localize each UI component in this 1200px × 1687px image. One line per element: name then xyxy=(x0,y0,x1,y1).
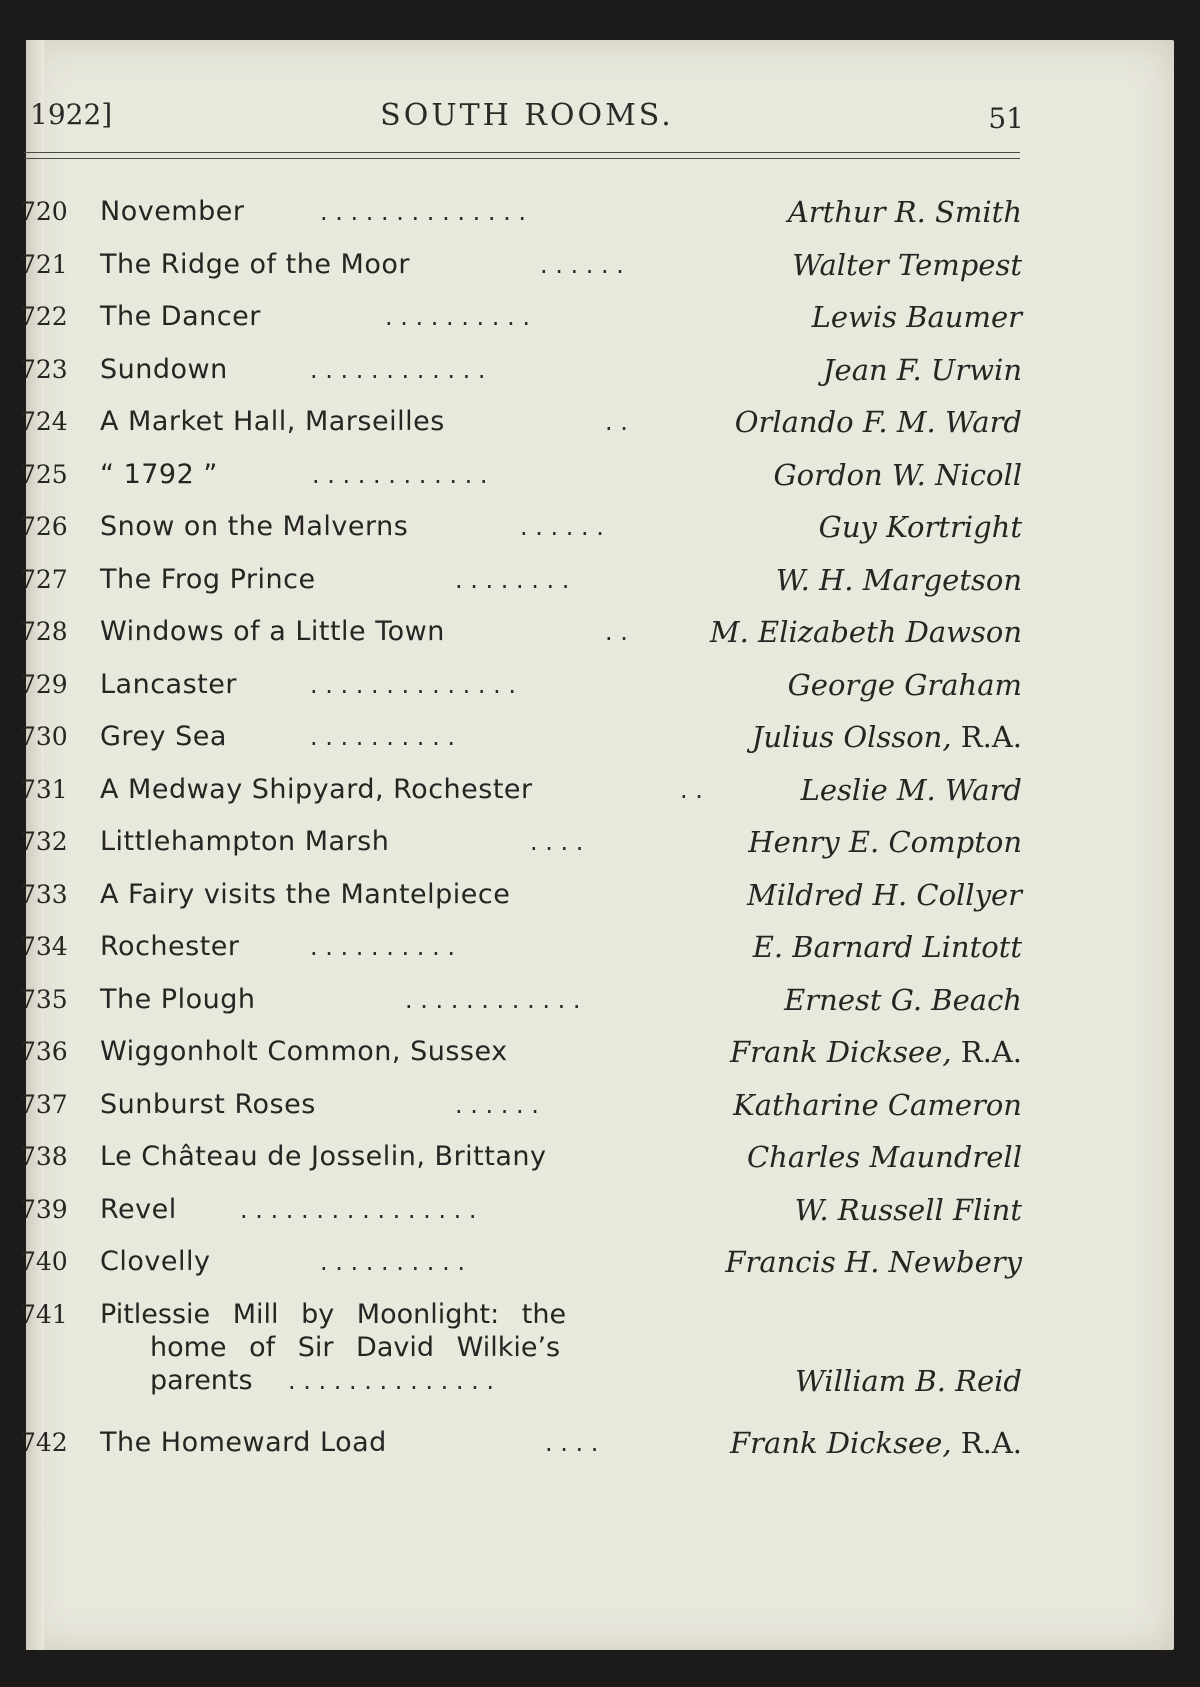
artist-name: Gordon W. Nicoll xyxy=(773,457,1022,492)
header-title: SOUTH ROOMS. xyxy=(380,98,674,133)
catalogue-entry xyxy=(20,974,1022,1027)
entry-title: Revel xyxy=(100,1193,177,1225)
entry-artist xyxy=(788,659,1022,712)
artist-name: M. Elizabeth Dawson xyxy=(709,615,1022,649)
entry-number: 742 xyxy=(20,1427,68,1457)
artist-name: George Graham xyxy=(787,667,1022,702)
artist-name: E. Barnard Lintott xyxy=(752,930,1022,964)
entry-number: 724 xyxy=(20,407,68,436)
leader-dots: . . . . . . . . . . . . xyxy=(405,985,581,1014)
entry-number: 726 xyxy=(20,512,68,541)
leader-dots: . . xyxy=(605,618,628,646)
entry-artist xyxy=(710,606,1022,659)
catalogue-entry xyxy=(20,554,1022,607)
artist-name: Lewis Baumer xyxy=(811,300,1022,334)
entry-number: 738 xyxy=(20,1142,68,1171)
entry-number: 721 xyxy=(20,249,68,279)
leader-dots: . . . . . . . . . . . . . . xyxy=(320,198,526,226)
artist-name: Charles Maundrell xyxy=(746,1140,1022,1174)
entry-artist xyxy=(747,869,1022,922)
leader-dots: . . . . . . . . . . . . xyxy=(312,460,488,489)
entry-artist xyxy=(730,1026,1022,1079)
entry-title: Lancaster xyxy=(100,668,237,700)
catalogue-entry xyxy=(20,1026,1022,1079)
entry-title: November xyxy=(100,196,245,227)
catalogue-entry xyxy=(20,396,1022,449)
entry-artist xyxy=(801,764,1022,817)
entry-artist xyxy=(795,1184,1022,1237)
entry-number: 734 xyxy=(20,932,68,961)
leader-dots: . . . . . . . . . . . . . . xyxy=(288,1366,494,1395)
entry-title: Snow on the Malverns xyxy=(100,511,409,542)
catalogue-entry xyxy=(20,816,1022,869)
entry-artist xyxy=(725,1236,1022,1289)
leader-dots: . . . . xyxy=(545,1428,599,1457)
entry-number: 722 xyxy=(20,302,68,331)
entry-number: 727 xyxy=(20,564,68,594)
entry-title: The Frog Prince xyxy=(100,563,316,595)
artist-name: W. Russell Flint xyxy=(794,1192,1022,1227)
entry-title: Le Château de Josselin, Brittany xyxy=(100,1141,547,1172)
header-year: 1922] xyxy=(30,98,113,131)
entry-artist xyxy=(730,1417,1022,1470)
entry-number: 739 xyxy=(20,1194,68,1224)
entry-title: Windows of a Little Town xyxy=(100,616,445,647)
entry-number: 741 xyxy=(20,1299,68,1329)
artist-name: Katharine Cameron xyxy=(733,1087,1022,1122)
entry-number: 733 xyxy=(20,879,68,909)
entry-artist xyxy=(788,186,1022,239)
catalogue-entry xyxy=(20,869,1022,922)
header-rule-top xyxy=(24,152,1020,153)
leader-dots: . . xyxy=(680,775,703,804)
entry-title: A Market Hall, Marseilles xyxy=(100,406,445,437)
entry-title: Sunburst Roses xyxy=(100,1088,316,1120)
catalogue-entry xyxy=(20,1417,1022,1470)
entry-number: 725 xyxy=(20,459,68,489)
artist-name: Jean F. Urwin xyxy=(822,352,1022,387)
leader-dots: . . . . . . . . . . xyxy=(385,303,530,331)
catalogue-entry xyxy=(20,659,1022,712)
catalogue-entry xyxy=(20,764,1022,817)
entry-artist xyxy=(776,554,1022,607)
catalogue-entry xyxy=(20,921,1022,974)
catalogue-entry xyxy=(20,1184,1022,1237)
entry-title: The Plough xyxy=(100,983,256,1015)
leader-dots: . . . . xyxy=(530,828,584,856)
entry-artist xyxy=(792,239,1022,292)
catalogue-entry xyxy=(20,449,1022,502)
leader-dots: . . . . . . . . . . xyxy=(320,1248,465,1276)
artist-suffix: R.A. xyxy=(951,1425,1022,1460)
artist-name: Frank Dicksee, xyxy=(730,1425,952,1460)
catalogue-entry xyxy=(20,186,1022,239)
entry-number: 723 xyxy=(20,354,68,384)
leader-dots: . . . . . . xyxy=(455,1090,539,1119)
entry-title: Clovelly xyxy=(100,1246,211,1277)
entry-title: Sundown xyxy=(100,353,228,385)
artist-name: Mildred H. Collyer xyxy=(747,877,1022,912)
artist-name: Walter Tempest xyxy=(792,247,1022,282)
entry-title: Wiggonholt Common, Sussex xyxy=(100,1036,508,1067)
entry-artist xyxy=(812,291,1022,344)
running-header xyxy=(30,98,1024,148)
entry-artist xyxy=(823,344,1022,397)
entry-title: The Dancer xyxy=(100,301,261,332)
entry-artist xyxy=(819,501,1022,554)
entry-number: 728 xyxy=(20,617,68,646)
entry-artist xyxy=(774,449,1022,502)
entry-title-line-1: Pitlessie Mill by Moonlight: the xyxy=(100,1298,567,1330)
entry-artist xyxy=(747,1131,1022,1184)
artist-name: Orlando F. M. Ward xyxy=(734,405,1022,439)
page-number: 51 xyxy=(988,102,1024,135)
catalogue-entry xyxy=(20,291,1022,344)
catalogue-entry xyxy=(20,501,1022,554)
leader-dots: . . . . . . . . . . . . xyxy=(310,355,486,384)
artist-name: Julius Olsson, xyxy=(751,720,952,754)
leader-dots: . . . . . . . . . . xyxy=(310,933,455,961)
artist-name: Guy Kortright xyxy=(818,510,1022,544)
entry-number: 740 xyxy=(20,1247,68,1276)
header-rule-bottom xyxy=(24,158,1020,159)
catalogue-entry xyxy=(20,1131,1022,1184)
catalogue-entry xyxy=(20,239,1022,292)
artist-name: W. H. Margetson xyxy=(775,562,1022,597)
catalogue-entry xyxy=(20,606,1022,659)
entry-artist xyxy=(748,816,1022,869)
entry-number: 737 xyxy=(20,1089,68,1119)
entry-artist: William B. Reid xyxy=(795,1363,1022,1398)
entry-title-line-3: parents xyxy=(150,1364,253,1396)
catalogue-entry-multiline xyxy=(20,1289,1022,1417)
entry-title-line-2: home of Sir David Wilkie’s xyxy=(150,1331,561,1363)
catalogue-entry xyxy=(20,1079,1022,1132)
leader-dots: . . xyxy=(605,408,628,436)
artist-name: Henry E. Compton xyxy=(748,825,1022,859)
entry-title: “ 1792 ” xyxy=(100,458,218,490)
artist-name: Leslie M. Ward xyxy=(800,772,1022,807)
artist-name: Frank Dicksee, xyxy=(730,1035,952,1069)
entry-artist xyxy=(735,396,1022,449)
entry-number: 735 xyxy=(20,984,68,1014)
entry-title: Littlehampton Marsh xyxy=(100,826,390,857)
leader-dots: . . . . . . . . . . xyxy=(310,723,455,751)
entry-title: A Medway Shipyard, Rochester xyxy=(100,773,533,805)
leader-dots: . . . . . . xyxy=(520,513,604,541)
entry-artist xyxy=(752,711,1022,764)
catalogue-entry xyxy=(20,344,1022,397)
entry-title: Grey Sea xyxy=(100,721,227,752)
artist-suffix: R.A. xyxy=(951,1035,1022,1069)
entry-number: 731 xyxy=(20,774,68,804)
entry-artist xyxy=(733,1079,1022,1132)
entry-artist xyxy=(784,974,1022,1027)
leader-dots: . . . . . . xyxy=(540,250,624,279)
entry-number: 730 xyxy=(20,722,68,751)
catalogue-entry xyxy=(20,1236,1022,1289)
catalogue-entry xyxy=(20,711,1022,764)
leader-dots: . . . . . . . . . . . . . . xyxy=(310,670,516,699)
entry-number: 729 xyxy=(20,669,68,699)
entry-title: Rochester xyxy=(100,931,240,962)
entry-title: The Ridge of the Moor xyxy=(100,248,410,280)
entry-artist xyxy=(753,921,1022,974)
entry-number: 720 xyxy=(20,197,68,226)
artist-suffix: R.A. xyxy=(951,720,1022,754)
entry-number: 732 xyxy=(20,827,68,856)
leader-dots: . . . . . . . . xyxy=(455,565,570,594)
artist-name: Francis H. Newbery xyxy=(725,1245,1022,1279)
entry-number: 736 xyxy=(20,1037,68,1066)
catalogue-list xyxy=(20,186,1022,1469)
artist-name: Ernest G. Beach xyxy=(784,982,1022,1017)
entry-title: A Fairy visits the Mantelpiece xyxy=(100,878,511,910)
artist-name: Arthur R. Smith xyxy=(787,195,1022,229)
entry-title: The Homeward Load xyxy=(100,1426,387,1458)
leader-dots: . . . . . . . . . . . . . . . . xyxy=(240,1195,477,1224)
